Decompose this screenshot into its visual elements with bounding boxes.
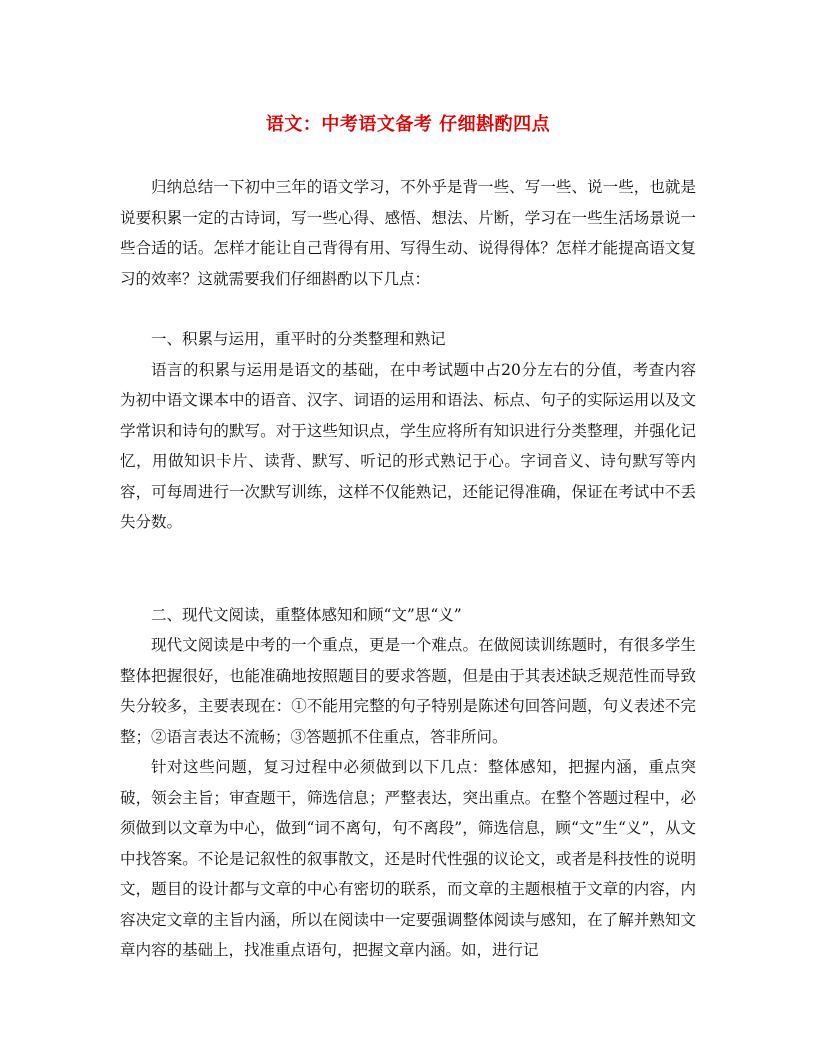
section-2-heading: 二、现代文阅读，重整体感知和顾“文”思“义” [151,605,462,624]
section-2-paragraph-1: 现代文阅读是中考的一个重点，更是一个难点。在做阅读训练题时，有很多学生整体把握很好，也能准确地按照题目的要求答题，但是由于其表述缺乏规范性而导致失分较多，主要表现在：①不能用完整的句子特别是陈述句回答问题，句义表述不完整；②语言表达不流畅；③答题抓不住重点，答非所问。 [120,636,696,746]
page-title: 语文：中考语文备考 仔细斟酌四点 [265,114,551,135]
intro-paragraph: 归纳总结一下初中三年的语文学习，不外乎是背一些、写一些、说一些，也就是说要积累一定的古诗词，写一些心得、感悟、想法、片断，学习在一些生活场景说一些合适的话。怎样才能让自己背得有用、写得生动、说得得体？怎样才能提高语文复习的效率？这就需要我们仔细斟酌以下几点： [120,178,696,288]
article-body [120,172,696,966]
spacer [120,569,696,600]
section-1-heading: 一、积累与运用，重平时的分类整理和熟记 [151,330,446,348]
spacer [120,294,696,324]
spacer [120,538,696,569]
section-1-paragraph-1: 语言的积累与运用是语文的基础，在中考试题中占20分左右的分值，考查内容为初中语文课本中的语音、汉字、词语的运用和语法、标点、句子的实际运用以及文学常识和诗句的默写。对于这些知识点，学生应将所有知识进行分类整理，并强化记忆，用做知识卡片、读背、默写、听记的形式熟记于心。字词音义、诗句默写等内容，可每周进行一次默写训练，这样不仅能熟记，还能记得准确，保证在考试中不丢失分数。 [120,360,696,531]
section-2-paragraph-2: 针对这些问题，复习过程中必须做到以下几点：整体感知，把握内涵，重点突破，领会主旨；审查题干，筛选信息；严整表达，突出重点。在整个答题过程中，必须做到以文章为中心，做到“词不离句，句不离段”，筛选信息，顾“文”生“义”，从文中找答案。不论是记叙性的叙事散文，还是时代性强的议论文，或者是科技性的说明文，题目的设计都与文章的中心有密切的联系，而文章的主题根植于文章的内容，内容决定文章的主旨内涵，所以在阅读中一定要强调整体阅读与感知，在了解并熟知文章内容的基础上，找准重点语句，把握文章内涵。如，进行记 [120,758,696,959]
